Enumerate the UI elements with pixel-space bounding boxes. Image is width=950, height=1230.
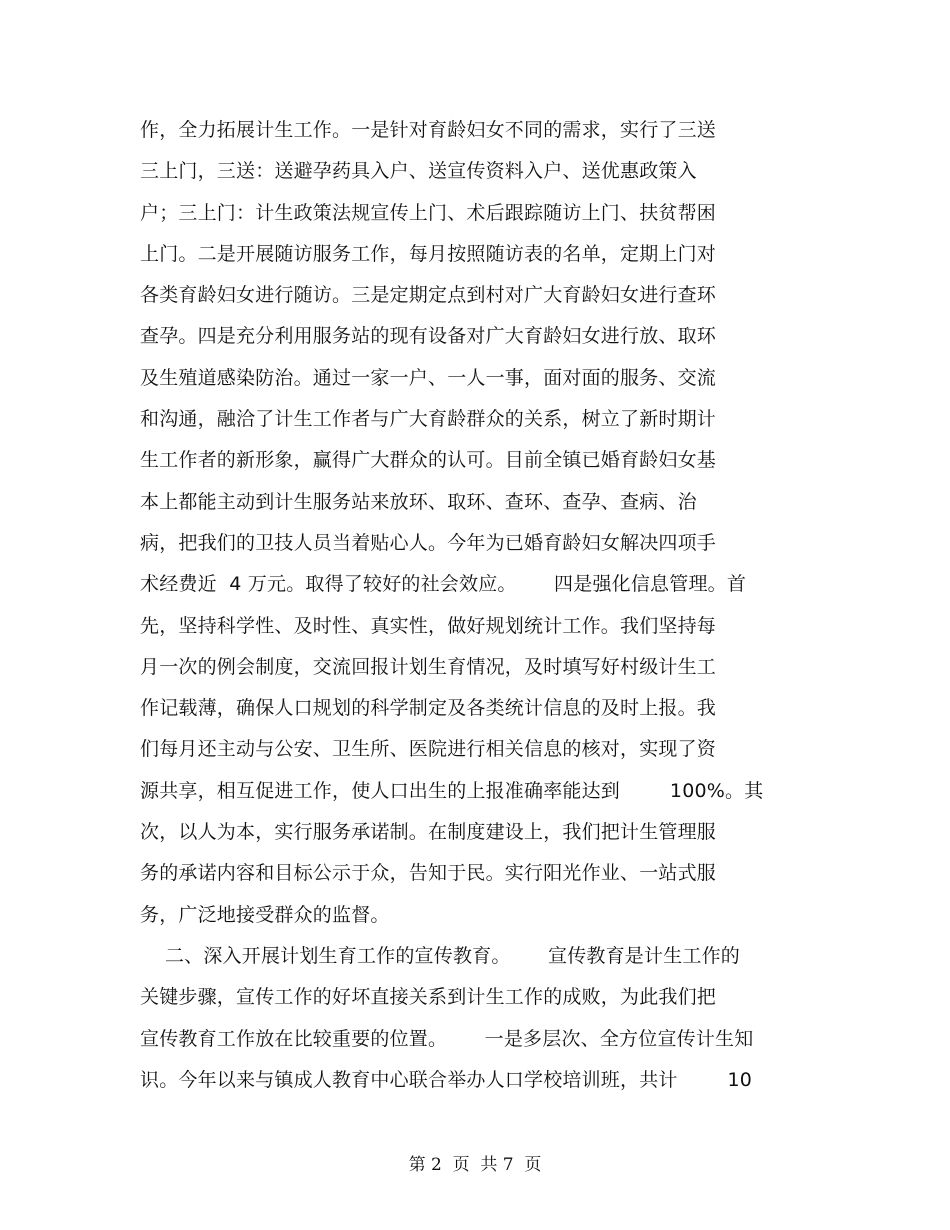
text-line: 次，以人为本，实行服务承诺制。在制度建设上，我们把计生管理服	[140, 821, 717, 844]
page-number-footer: 第 2 页 共 7 页	[408, 1155, 542, 1175]
text-line: 务，广泛地接受群众的监督。	[140, 903, 390, 926]
text-line: 关键步骤，宣传工作的好坏直接关系到计生工作的成败，为此我们把	[140, 986, 717, 1009]
text-line: 宣传教育工作放在比较重要的位置。 一是多层次、全方位宣传计生知	[140, 1027, 754, 1050]
text-line: 作记载薄，确保人口规划的科学制定及各类统计信息的及时上报。我	[140, 697, 717, 720]
text-line: 们每月还主动与公安、卫生所、医院进行相关信息的核对，实现了资	[140, 738, 717, 761]
text-line: 各类育龄妇女进行随访。三是定期定点到村对广大育龄妇女进行查环	[140, 284, 717, 307]
text-line: 上门。二是开展随访服务工作，每月按照随访表的名单，定期上门对	[140, 242, 717, 265]
text-line: 及生殖道感染防治。通过一家一户、一人一事，面对面的服务、交流	[140, 366, 717, 389]
text-line: 户；三上门：计生政策法规宣传上门、术后跟踪随访上门、扶贫帮困	[140, 201, 717, 224]
text-line: 作，全力拓展计生工作。一是针对育龄妇女不同的需求，实行了三送	[140, 119, 717, 141]
text-line: 识。今年以来与镇成人教育中心联合举办人口学校培训班，共计 10	[140, 1068, 753, 1091]
text-line: 生工作者的新形象，赢得广大群众的认可。目前全镇已婚育龄妇女基	[140, 449, 717, 472]
text-line: 源共享，相互促进工作，使人口出生的上报准确率能达到 100%。其	[140, 779, 764, 802]
text-line: 务的承诺内容和目标公示于众，告知于民。实行阳光作业、一站式服	[140, 862, 717, 885]
body-text	[140, 110, 820, 1101]
text-line: 查孕。四是充分利用服务站的现有设备对广大育龄妇女进行放、取环	[140, 325, 717, 348]
text-line: 本上都能主动到计生服务站来放环、取环、查环、查孕、查病、治	[140, 490, 697, 513]
text-line: 和沟通，融洽了计生工作者与广大育龄群众的关系，树立了新时期计	[140, 408, 717, 431]
section-heading-line: 二、深入开展计划生育工作的宣传教育。 宣传教育是计生工作的	[140, 944, 740, 967]
text-line: 病，把我们的卫技人员当着贴心人。今年为已婚育龄妇女解决四项手	[140, 531, 717, 554]
text-line: 月一次的例会制度，交流回报计划生育情况，及时填写好村级计生工	[140, 655, 717, 678]
text-line: 术经费近 4 万元。取得了较好的社会效应。 四是强化信息管理。首	[140, 573, 747, 596]
text-line: 三上门，三送：送避孕药具入户、送宣传资料入户、送优惠政策入	[140, 160, 697, 183]
text-line: 先，坚持科学性、及时性、真实性，做好规划统计工作。我们坚持每	[140, 614, 717, 637]
